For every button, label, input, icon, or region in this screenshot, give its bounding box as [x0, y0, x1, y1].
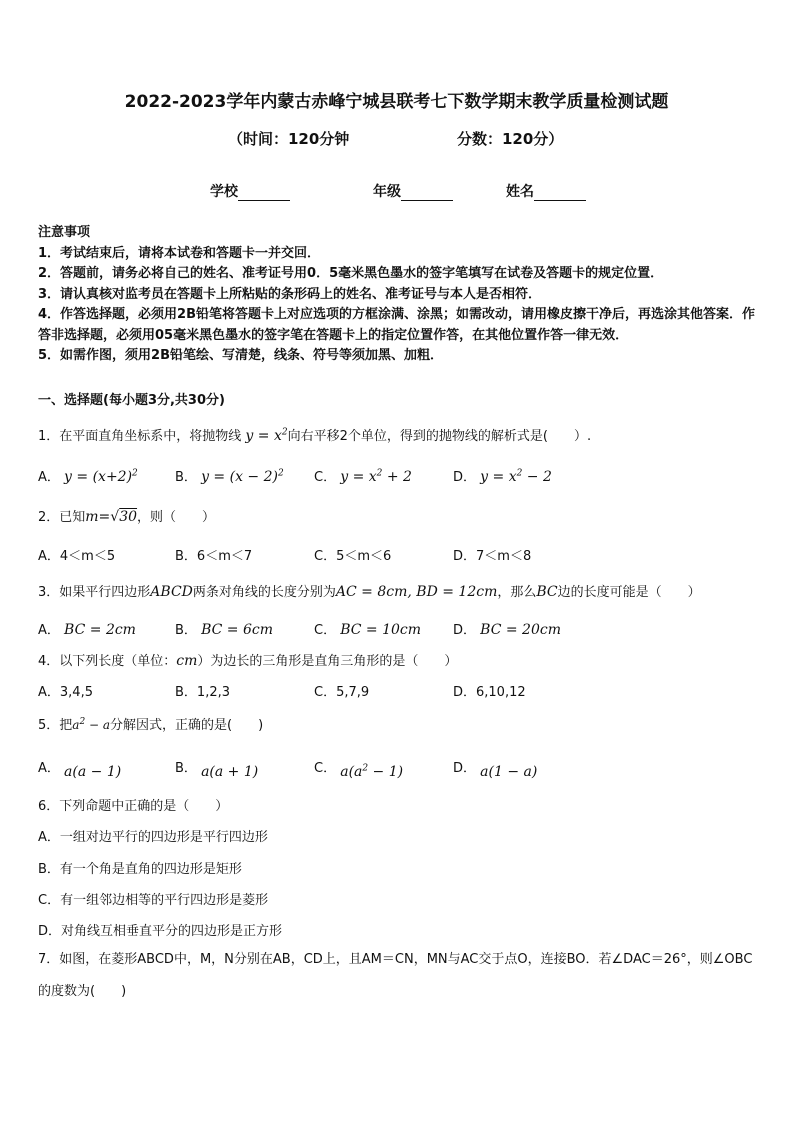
option-c[interactable]: C． BC = 10cm [314, 622, 422, 638]
notice-item: 4．作答选择题，必须用2B铅笔将答题卡上对应选项的方框涂满、涂黑；如需改动，请用橡皮擦干净后，再选涂其他答案．作答非选择题，必须用05毫米黑色墨水的签字笔在答题卡上的指定位置作答，在其他位置作答一律无效． [38, 307, 756, 343]
option-a[interactable]: A． BC = 2cm [38, 622, 136, 638]
school-field [210, 181, 290, 201]
option-c[interactable]: C．有一组邻边相等的平行四边形是菱形 [38, 893, 269, 908]
notice-item: 3．请认真核对监考员在答题卡上所粘贴的条形码上的姓名、准考证号与本人是否相符． [38, 286, 542, 302]
option-b[interactable]: B．有一个角是直角的四边形是矩形 [38, 862, 242, 877]
name-field [506, 181, 586, 201]
name-blank [534, 186, 586, 201]
option-a[interactable]: A．4＜m＜5 [38, 549, 116, 564]
formula: m=√30 [85, 509, 138, 525]
notice-block [38, 223, 758, 367]
option-c[interactable]: C． $a(a^2 - 1)$ [314, 761, 404, 780]
option-b[interactable]: B． a(a + 1) [175, 761, 259, 780]
school-label: 学校 [210, 184, 238, 200]
grade-label: 年级 [373, 184, 401, 200]
exam-score: 分数：120分） [457, 130, 564, 148]
option-b[interactable]: B．1,2,3 [175, 685, 230, 700]
school-blank [238, 186, 290, 201]
option-a[interactable]: A．一组对边平行的四边形是平行四边形 [38, 830, 268, 845]
question-4: 4．以下列长度（单位：cm）为边长的三角形是直角三角形的是（ ） [38, 653, 458, 669]
grade-field [373, 181, 453, 201]
page-title: 2022-2023学年内蒙古赤峰宁城县联考七下数学期末教学质量检测试题 [124, 92, 669, 112]
option-d[interactable]: D． a(1 − a) [453, 761, 538, 780]
option-d[interactable]: D．对角线互相垂直平分的四边形是正方形 [38, 924, 283, 939]
question-6: 6．下列命题中正确的是（ ） [38, 799, 229, 814]
option-d[interactable]: D．7＜m＜8 [453, 549, 532, 564]
option-d[interactable]: D． $y = x^2 - 2$ [453, 468, 552, 485]
option-a[interactable]: A． a(a − 1) [38, 761, 122, 780]
question-5: 5．把$a^2 - a$分解因式，正确的是( ) [38, 717, 264, 733]
question-1: 1．在平面直角坐标系中，将抛物线 $y = x^2$向右平移2个单位，得到的抛物线的解析式是( ）. [38, 427, 592, 444]
option-a[interactable]: A． $y = (x+2)^2$ [38, 468, 138, 485]
name-label: 姓名 [506, 184, 534, 200]
notice-item: 1．考试结束后，请将本试卷和答题卡一并交回． [38, 245, 321, 261]
section-heading: 一、选择题(每小题3分,共30分) [38, 393, 225, 408]
grade-blank [401, 186, 453, 201]
notice-heading: 注意事项 [38, 225, 91, 240]
exam-time: （时间：120分钟 [228, 130, 350, 148]
question-7: 7．如图，在菱形ABCD中，M，N分别在AB，CD上，且AM＝CN，MN与AC交于点O，连接BO．若∠DAC＝26°，则∠OBC的度数为( ) [38, 952, 753, 999]
option-d[interactable]: D．6,10,12 [453, 685, 526, 700]
option-c[interactable]: C．5,7,9 [314, 685, 370, 700]
question-2: 2．已知m=√30，则（ ） [38, 509, 216, 525]
option-a[interactable]: A．3,4,5 [38, 685, 93, 700]
question-3: 3．如果平行四边形ABCD两条对角线的长度分别为AC = 8cm, BD = 12cm，那么BC边的长度可能是（ ） [38, 584, 701, 600]
option-b[interactable]: B． BC = 6cm [175, 622, 273, 638]
notice-item: 5．如需作图，须用2B铅笔绘、写清楚，线条、符号等须加黑、加粗． [38, 348, 443, 363]
option-c[interactable]: C．5＜m＜6 [314, 549, 392, 564]
notice-item: 2．答题前，请务必将自己的姓名、准考证号用0．5毫米黑色墨水的签字笔填写在试卷及答题卡的规定位置． [38, 266, 664, 281]
option-c[interactable]: C． $y = x^2 + 2$ [314, 468, 412, 485]
formula: $y = x^2$ [245, 427, 288, 444]
option-b[interactable]: B． $y = (x - 2)^2$ [175, 468, 284, 485]
option-b[interactable]: B．6＜m＜7 [175, 549, 253, 564]
option-d[interactable]: D． BC = 20cm [453, 622, 561, 638]
